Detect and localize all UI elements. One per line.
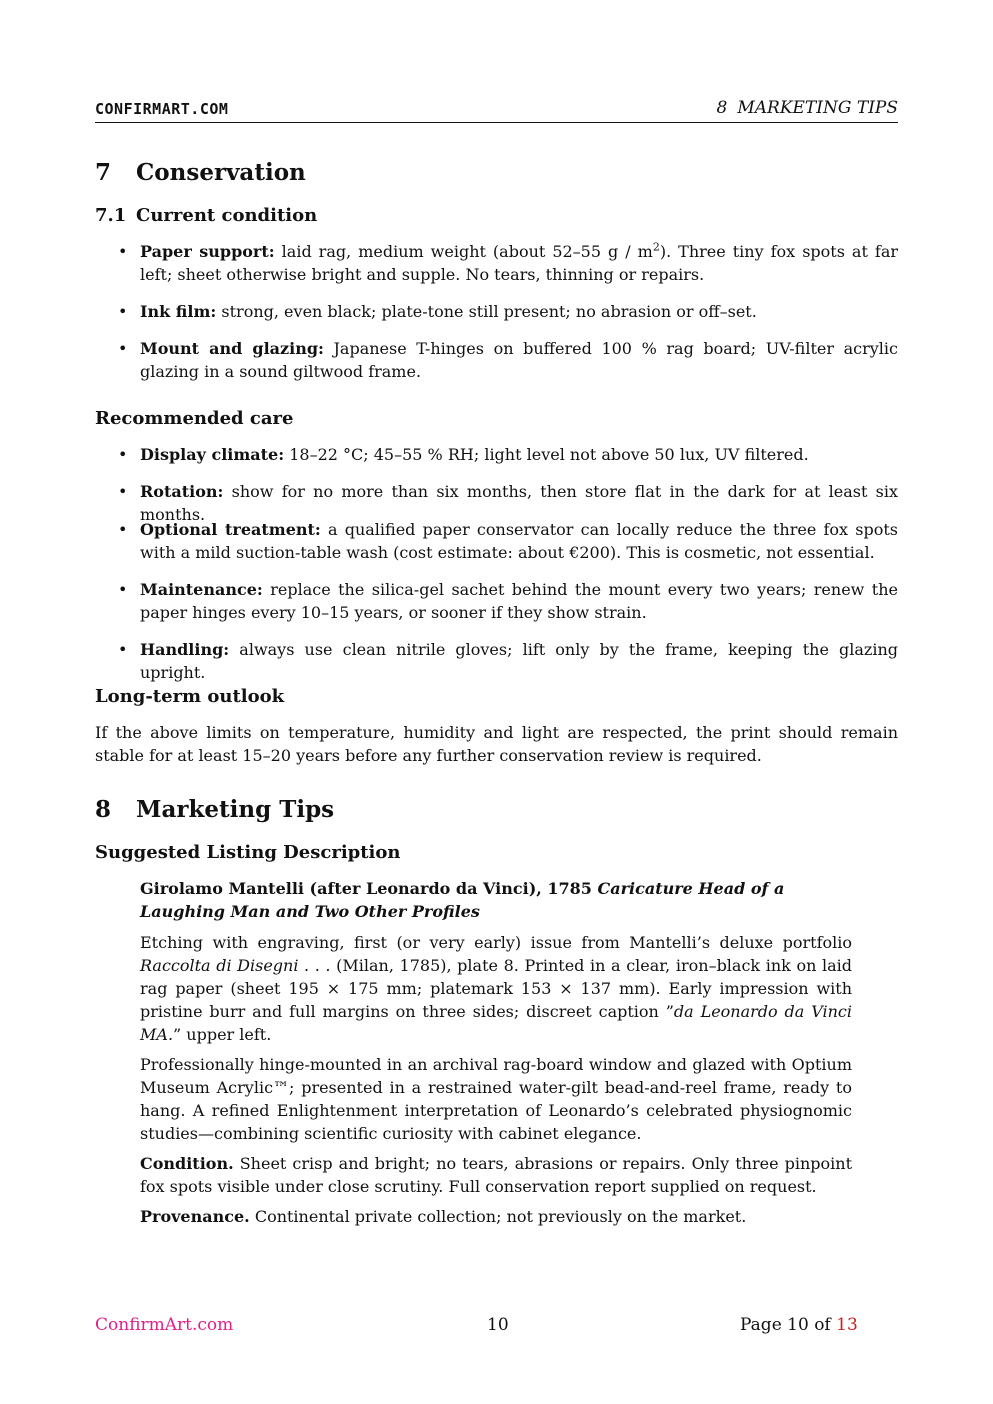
item-label: Rotation: <box>140 482 224 501</box>
footer-site-link[interactable]: ConfirmArt.com <box>95 1315 234 1335</box>
item-label: Optional treatment: <box>140 520 321 539</box>
running-header <box>95 98 898 123</box>
item-text: show for no more than six months, then store flat in the dark for at least six months. <box>140 482 898 524</box>
outlook-paragraph: If the above limits on temperature, humidity and light are respected, the print should remain stable for at least 15–20 years before any further conservation review is required. <box>95 723 898 765</box>
listing-artist: Girolamo Mantelli (after Leonardo da Vinci), 1785 <box>140 879 598 898</box>
running-section-name: MARKETING TIPS <box>737 98 898 118</box>
list-item: • Mount and glazing: Japanese T-hinges on buffered 100 % rag board; UV-filter acrylic glazing in a sound giltwood frame. <box>118 339 899 381</box>
item-label: Maintenance: <box>140 580 263 599</box>
footer-page-number: 10 <box>487 1315 509 1335</box>
item-label: Paper support: <box>140 242 275 261</box>
subsection-7-1-title: Current condition <box>136 205 318 226</box>
document-page: CONFIRMART.COM 8 MARKETING TIPS 7 Conservation 7.1 Current condition • Paper support: laid rag, medium weight (about 52–55 g / $m^2$). Three tiny fox spots at far left; sheet otherwise bright and supple. No tears, thinning or repairs. • Ink film: strong, even black; plate-tone still present; no abrasion or off–set. • Mount and glazing: Japanese T-hinges on buffered 100 % rag board; UV-filter acrylic glazing in a sound giltwood frame. Recommended care • Display climate: 18–22 °C; 45–55 % RH; light level not above 50 lux, UV filtered. • Rotation: show for no more than six months, then store flat in the dark for at least six months. • Optional treatment: a qualified paper conservator can locally reduce the three fox spots with a mild suction-table wash (cost estimate: about €200). This is cosmetic, not essential. • Maintenance: replace the silica-gel sachet behind the mount every two years; renew the paper hinges every 10–15 years, or sooner if they show strain. • Handling: always use clean nitrile gloves; lift only by the frame, keeping the glazing upright. Long-term outlook If the above limits on temperature, humidity and light are respected, the print should remain stable for at least 15–20 years before any further conservation review is required. 8 Marketing Tips Suggested Listing Description Girolamo Mantelli (after Leonardo da Vinci), 1785 Caricature Head of a Laughing Man and Two Other Profiles Etching with engraving, first (or very early) issue from Mantelli’s deluxe portfolio Raccolta di Disegni . . . (Milan, 1785), plate 8. Printed in a clear, iron–black ink on laid rag paper (sheet 195 × 175 mm; platemark 153 × 137 mm). Early impression with pristine burr and full margins on three sides; discreet caption ”da Leonardo da Vinci MA.” upper left. Professionally hinge-mounted in an archival rag-board window and glazed with Optium Museum Acrylic™; presented in a restrained water-gilt bead-and-reel frame, ready to hang. A refined Enlightenment interpretation of Leonardo’s celebrated physiognomic studies—combining scientific curiosity with cabinet elegance. Condition. Sheet crisp and bright; no tears, abrasions or repairs. Only three pinpoint fox spots visible under close scrutiny. Full conservation report supplied on request. Provenance. Continental private collection; not previously on the market. ConfirmArt.com 10 Page 10 of 13 <box>95 98 899 1335</box>
item-text: strong, even black; plate-tone still present; no abrasion or off–set. <box>216 302 757 321</box>
item-text: laid rag, medium weight (about 52–55 g / $m^2$). Three tiny fox spots at far left; sheet otherwise bright and supple. No tears, thinning or repairs. <box>140 240 899 284</box>
running-section-number: 8 <box>716 98 728 118</box>
item-text: 18–22 °C; 45–55 % RH; light level not above 50 lux, UV filtered. <box>284 445 809 464</box>
listing-condition: Condition. Sheet crisp and bright; no tears, abrasions or repairs. Only three pinpoint fox spots visible under close scrutiny. Full conservation report supplied on request. <box>140 1154 852 1196</box>
recommended-care-heading: Recommended care <box>95 408 294 429</box>
list-item: • Ink film: strong, even black; plate-tone still present; no abrasion or off–set. <box>118 302 757 321</box>
item-label: Mount and glazing: <box>140 339 324 358</box>
item-label: Handling: <box>140 640 230 659</box>
footer-page-of: Page 10 of 13 <box>740 1315 858 1335</box>
item-text: always use clean nitrile gloves; lift only by the frame, keeping the glazing upright. <box>140 640 898 682</box>
section-7-heading <box>95 159 306 186</box>
subsection-7-1-heading <box>95 205 317 226</box>
site-logo[interactable]: CONFIRMART.COM <box>95 100 229 118</box>
listing-work-title: Caricature Head of a Laughing Man and Two Other Profiles <box>140 879 785 921</box>
footer-total-pages-link[interactable]: 13 <box>836 1315 858 1335</box>
item-label: Ink film: <box>140 302 217 321</box>
item-text: Japanese T-hinges on buffered 100 % rag board; UV-filter acrylic glazing in a sound giltwood frame. <box>140 339 899 381</box>
listing-paragraph: Professionally hinge-mounted in an archival rag-board window and glazed with Optium Museum Acrylic™; presented in a restrained water-gilt bead-and-reel frame, ready to hang. A refined Enlightenment interpretation of Leonardo’s celebrated physiognomic studies—combining scientific curiosity with cabinet elegance. <box>140 1055 852 1143</box>
section-8-title: Marketing Tips <box>136 796 335 823</box>
listing-paragraph: Etching with engraving, first (or very early) issue from Mantelli’s deluxe portfolio Raccolta di Disegni . . . (Milan, 1785), plate 8. Printed in a clear, iron–black ink on laid rag paper (sheet 195 × 175 mm; platemark 153 × 137 mm). Early impression with pristine burr and full margins on three sides; discreet caption ”da Leonardo da Vinci MA.” upper left. <box>140 933 853 1044</box>
long-term-outlook-heading: Long-term outlook <box>95 686 285 707</box>
subsection-7-1-number: 7.1 <box>95 205 127 226</box>
listing-heading: Suggested Listing Description <box>95 842 401 863</box>
list-item: • Paper support: laid rag, medium weight (about 52–55 g / $m^2$). Three tiny fox spots at far left; sheet otherwise bright and supple. No tears, thinning or repairs. <box>118 240 899 284</box>
section-7-title: Conservation <box>136 159 306 186</box>
listing-title <box>140 877 852 923</box>
section-8-number: 8 <box>95 796 112 823</box>
running-section-title <box>717 98 898 118</box>
item-label: Display climate: <box>140 445 285 464</box>
section-8-heading <box>95 796 334 823</box>
listing-provenance: Provenance. Continental private collection; not previously on the market. <box>140 1207 747 1226</box>
section-7-number: 7 <box>95 159 112 186</box>
listing-description <box>140 877 852 1235</box>
item-text: replace the silica-gel sachet behind the mount every two years; renew the paper hinges every 10–15 years, or sooner if they show strain. <box>140 580 898 622</box>
item-text: a qualified paper conservator can locally reduce the three fox spots with a mild suction-table wash (cost estimate: about €200). This is cosmetic, not essential. <box>140 520 898 562</box>
